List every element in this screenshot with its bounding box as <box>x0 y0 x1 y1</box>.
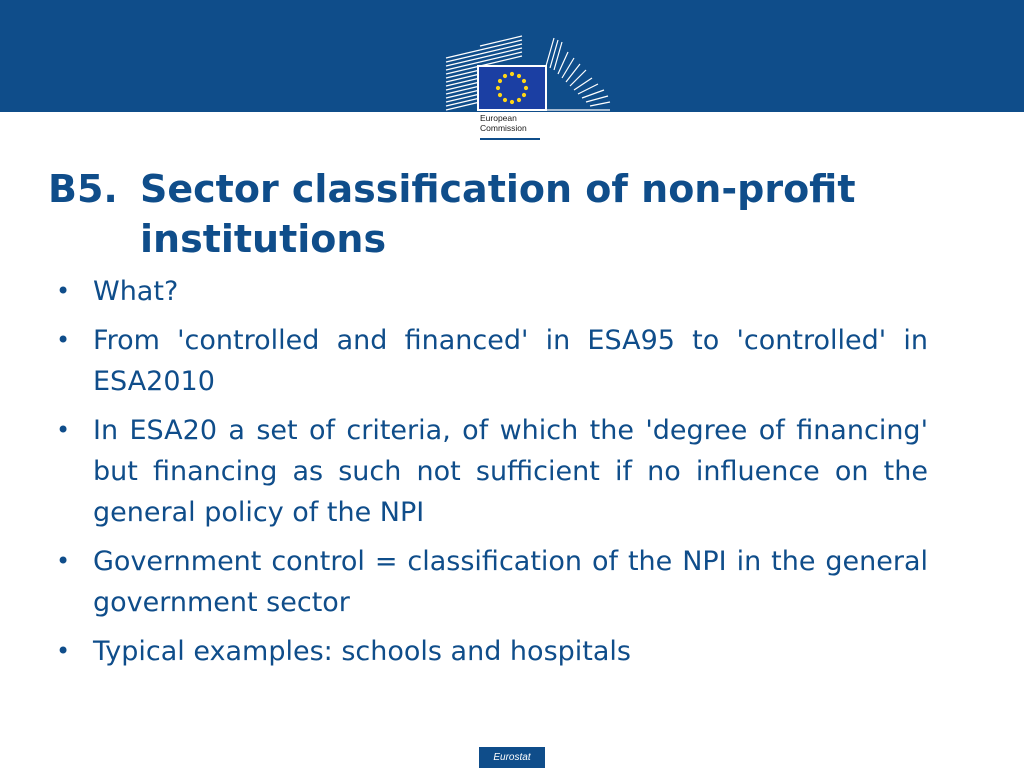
bullet-list <box>56 271 928 680</box>
slide-title <box>48 164 988 264</box>
title-number: B5. <box>48 167 118 211</box>
bullet-item: • Government control = classification of the NPI in the general government sector <box>56 541 928 623</box>
logo-wordmark <box>480 113 527 133</box>
bullet-item: • Typical examples: schools and hospitals <box>56 631 928 672</box>
logo-underline <box>480 138 540 140</box>
bullet-item: • What? <box>56 271 928 312</box>
bullet-item: • In ESA20 a set of criteria, of which the 'degree of financing' but financing as such not sufficient if no influence on the general policy of the NPI <box>56 410 928 533</box>
logo-line-1: European <box>480 113 517 123</box>
title-line-2: institutions <box>140 217 387 261</box>
logo-line-2: Commission <box>480 123 527 133</box>
title-line-1: Sector classification of non-profit <box>140 167 856 211</box>
footer-badge: Eurostat <box>479 747 545 768</box>
eu-flag-building-icon <box>442 34 612 114</box>
european-commission-logo <box>442 34 612 144</box>
bullet-item: • From 'controlled and financed' in ESA95 to 'controlled' in ESA2010 <box>56 320 928 402</box>
